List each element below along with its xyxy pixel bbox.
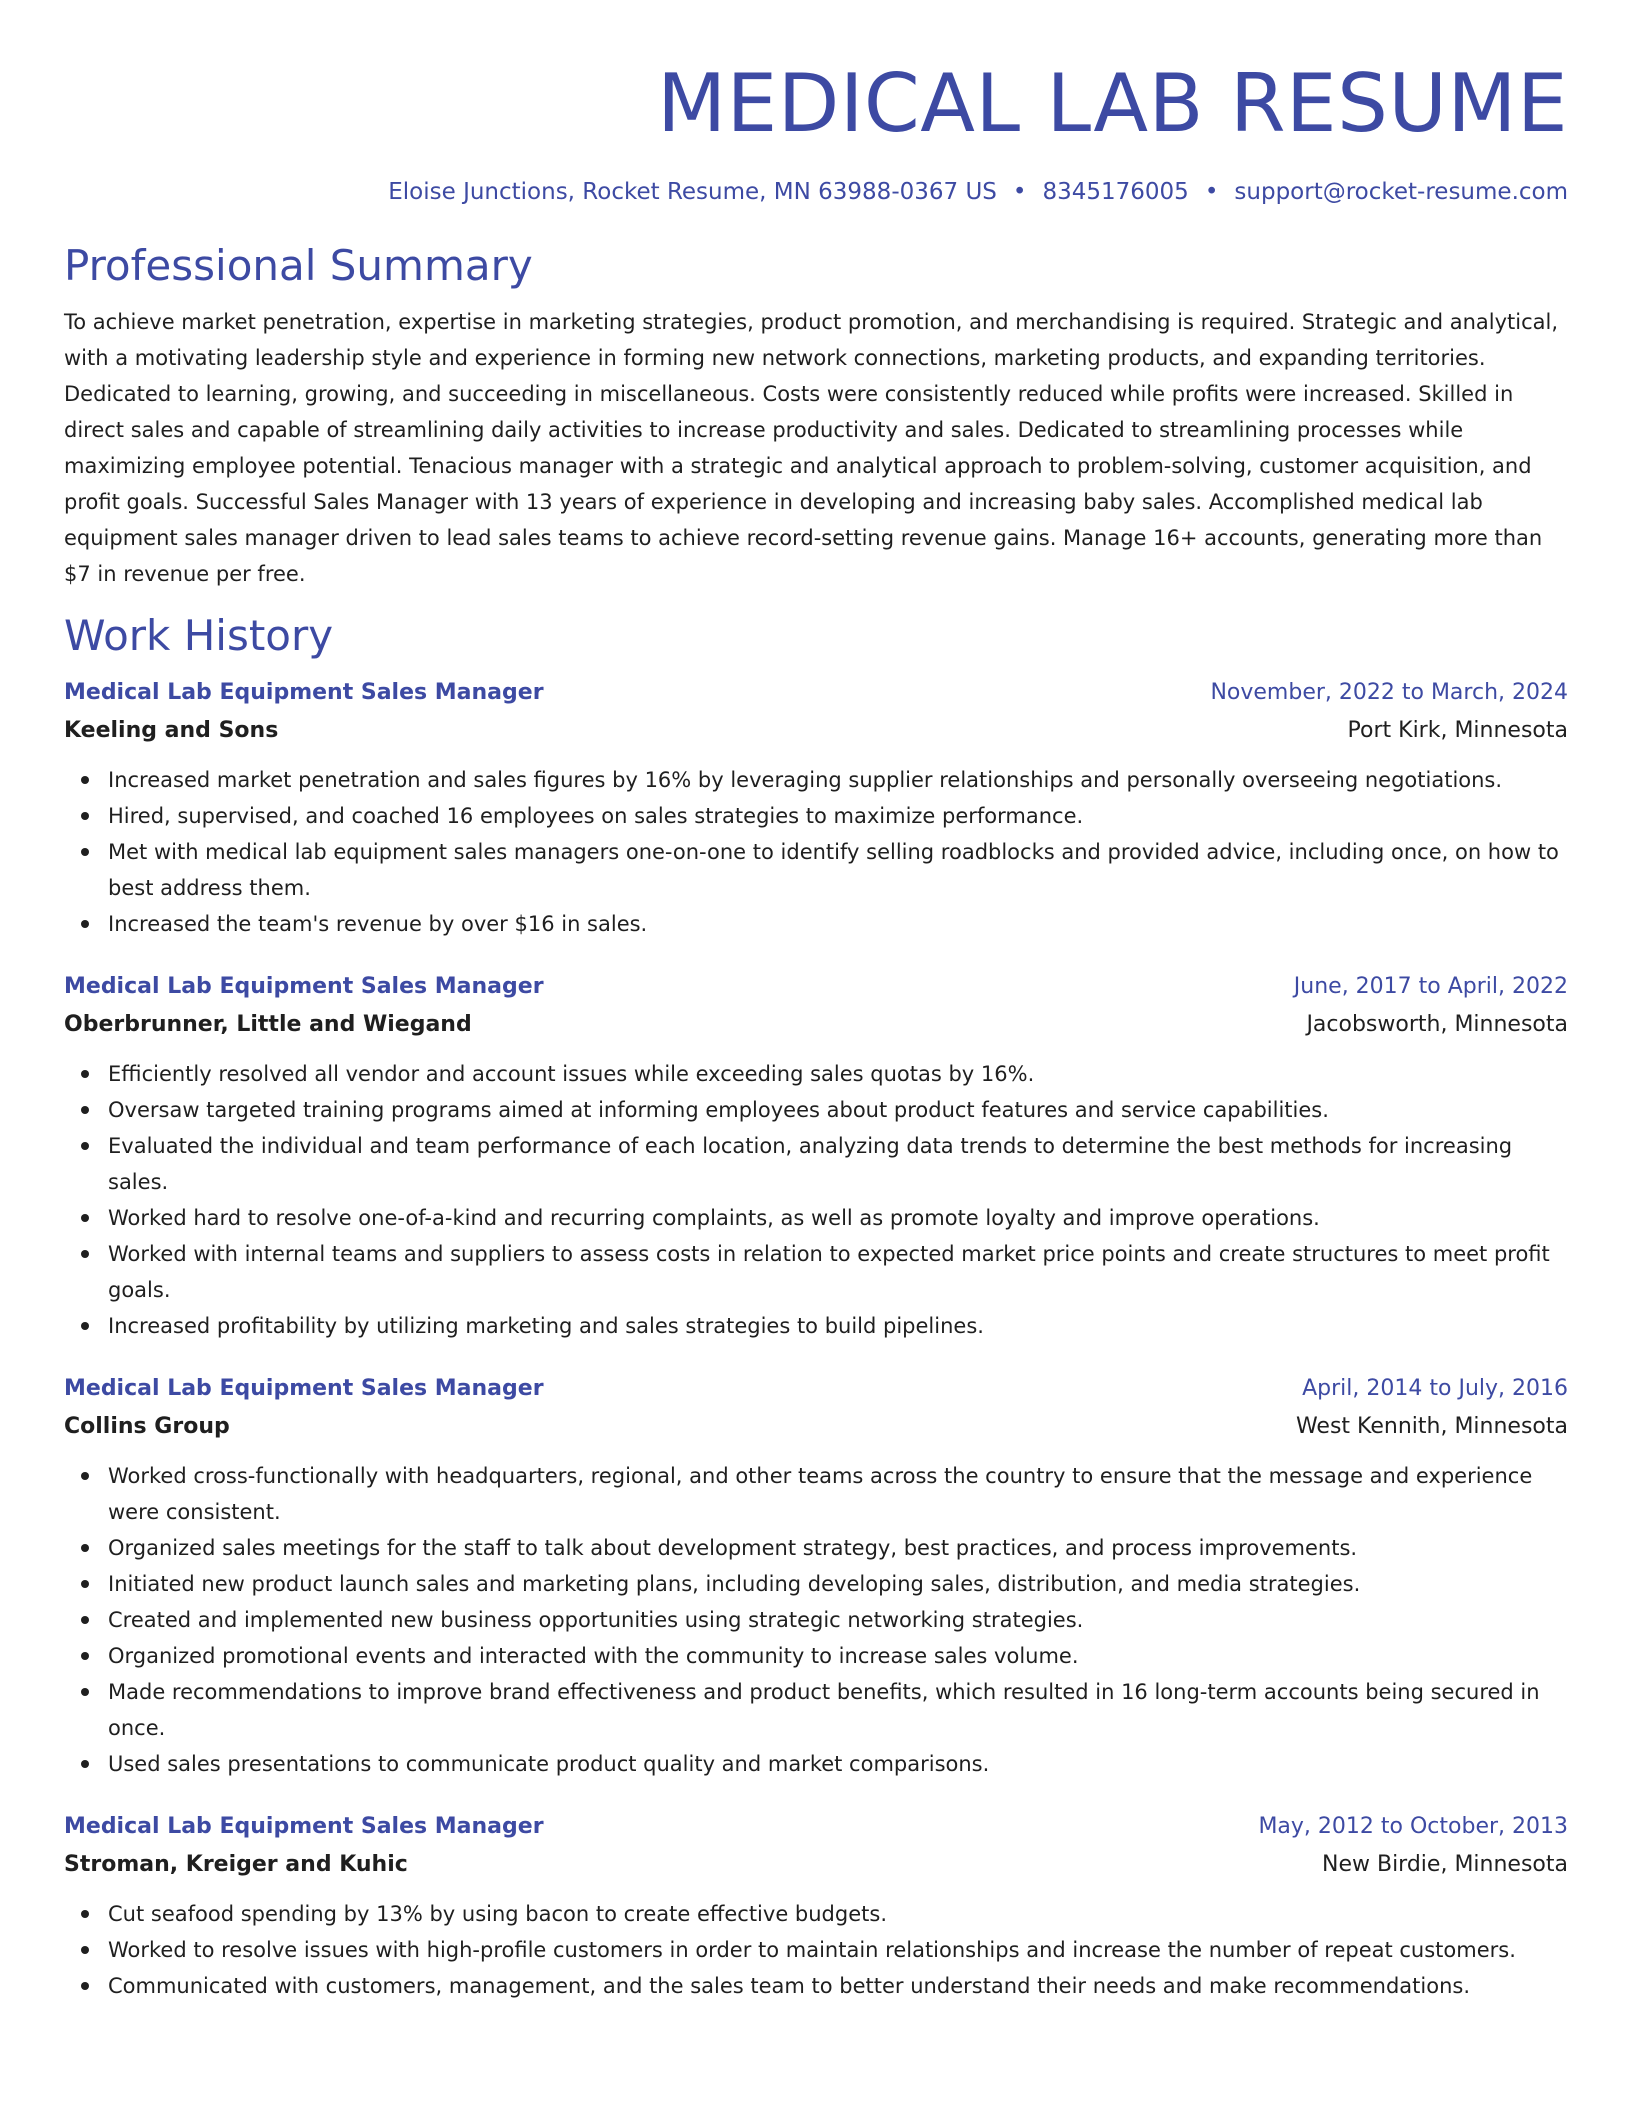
job-dates: November, 2022 to March, 2024 <box>1210 680 1568 705</box>
job-bullet: Made recommendations to improve brand effectiveness and product benefits, which resulted in 16 long-term accounts being secured in once. <box>64 1674 1568 1746</box>
summary-text: To achieve market penetration, expertise in marketing strategies, product promotion, and merchandising is required. Strategic and analytical, with a motivating leadership style and experience in forming new network connections, marketing products, and expanding territories. Dedicated to learning, growing, and succeeding in miscellaneous. Costs were consistently reduced while profits were increased. Skilled in direct sales and capable of streamlining daily activities to increase productivity and sales. Dedicated to streamlining processes while maximizing employee potential. Tenacious manager with a strategic and analytical approach to problem-solving, customer acquisition, and profit goals. Successful Sales Manager with 13 years of experience in developing and increasing baby sales. Accomplished medical lab equipment sales manager driven to lead sales teams to achieve record-setting revenue gains. Manage 16+ accounts, generating more than $7 in revenue per free. <box>64 310 1559 586</box>
job-bullet: Worked hard to resolve one-of-a-kind and recurring complaints, as well as promote loyalty and improve operations. <box>64 1200 1568 1236</box>
job-bullet: Increased market penetration and sales figures by 16% by leveraging supplier relationships and personally overseeing negotiations. <box>64 762 1568 798</box>
job-header-row <box>64 1808 1568 1846</box>
job-header-row <box>64 674 1568 712</box>
job-entry <box>64 968 1568 1344</box>
job-bullets <box>64 1458 1568 1782</box>
contact-separator: • <box>1012 179 1027 205</box>
job-header-row <box>64 1370 1568 1408</box>
work-history-heading: Work History <box>64 611 334 660</box>
resume-page <box>64 0 1568 2004</box>
job-company-row <box>64 1408 1568 1446</box>
job-dates: June, 2017 to April, 2022 <box>1293 974 1568 999</box>
job-entry <box>64 674 1568 942</box>
summary-heading: Professional Summary <box>64 241 533 290</box>
job-location: West Kennith, Minnesota <box>1295 1414 1568 1439</box>
job-company: Oberbrunner, Little and Wiegand <box>64 1012 472 1037</box>
job-bullet: Worked to resolve issues with high-profile customers in order to maintain relationships and increase the number of repeat customers. <box>64 1932 1568 1968</box>
job-location: New Birdie, Minnesota <box>1322 1852 1568 1877</box>
contact-phone: 8345176005 <box>1042 179 1189 205</box>
job-company: Keeling and Sons <box>64 718 279 743</box>
job-company-row <box>64 1846 1568 1884</box>
job-entry <box>64 1370 1568 1782</box>
job-bullets <box>64 1896 1568 2004</box>
job-bullet: Hired, supervised, and coached 16 employees on sales strategies to maximize performance. <box>64 798 1568 834</box>
job-location: Jacobsworth, Minnesota <box>1306 1012 1568 1037</box>
job-bullet: Used sales presentations to communicate product quality and market comparisons. <box>64 1746 1568 1782</box>
contact-address: Eloise Junctions, Rocket Resume, MN 63988-0367 US <box>388 179 997 205</box>
resume-name: MEDICAL LAB RESUME <box>657 57 1568 150</box>
job-bullet: Oversaw targeted training programs aimed at informing employees about product features and service capabilities. <box>64 1092 1568 1128</box>
job-bullet: Worked cross-functionally with headquarters, regional, and other teams across the country to ensure that the message and experience were consistent. <box>64 1458 1568 1530</box>
contact-email[interactable]: support@rocket-resume.com <box>1234 179 1568 205</box>
job-location: Port Kirk, Minnesota <box>1347 718 1568 743</box>
job-company-row <box>64 712 1568 750</box>
job-bullet: Initiated new product launch sales and marketing plans, including developing sales, distribution, and media strategies. <box>64 1566 1568 1602</box>
job-company: Stroman, Kreiger and Kuhic <box>64 1852 408 1877</box>
job-title: Medical Lab Equipment Sales Manager <box>64 974 544 999</box>
job-bullets <box>64 762 1568 942</box>
job-bullet: Created and implemented new business opportunities using strategic networking strategies. <box>64 1602 1568 1638</box>
job-company-row <box>64 1006 1568 1044</box>
job-title: Medical Lab Equipment Sales Manager <box>64 1376 544 1401</box>
job-bullet: Met with medical lab equipment sales managers one-on-one to identify selling roadblocks and provided advice, including once, on how to best address them. <box>64 834 1568 906</box>
job-bullet: Increased profitability by utilizing marketing and sales strategies to build pipelines. <box>64 1308 1568 1344</box>
job-entry <box>64 1808 1568 2004</box>
job-bullet: Efficiently resolved all vendor and account issues while exceeding sales quotas by 16%. <box>64 1056 1568 1092</box>
job-title: Medical Lab Equipment Sales Manager <box>64 680 544 705</box>
job-bullet: Cut seafood spending by 13% by using bacon to create effective budgets. <box>64 1896 1568 1932</box>
job-dates: May, 2012 to October, 2013 <box>1258 1814 1568 1839</box>
job-bullet: Evaluated the individual and team performance of each location, analyzing data trends to determine the best methods for increasing sales. <box>64 1128 1568 1200</box>
job-bullet: Organized sales meetings for the staff to talk about development strategy, best practices, and process improvements. <box>64 1530 1568 1566</box>
job-company: Collins Group <box>64 1414 230 1439</box>
job-dates: April, 2014 to July, 2016 <box>1302 1376 1568 1401</box>
job-bullet: Communicated with customers, management, and the sales team to better understand their needs and make recommendations. <box>64 1968 1568 2004</box>
job-bullet: Organized promotional events and interacted with the community to increase sales volume. <box>64 1638 1568 1674</box>
job-bullets <box>64 1056 1568 1344</box>
contact-line <box>64 176 1568 208</box>
contact-separator: • <box>1204 179 1219 205</box>
job-title: Medical Lab Equipment Sales Manager <box>64 1814 544 1839</box>
job-bullet: Worked with internal teams and suppliers to assess costs in relation to expected market price points and create structures to meet profit goals. <box>64 1236 1568 1308</box>
job-bullet: Increased the team's revenue by over $16 in sales. <box>64 906 1568 942</box>
job-header-row <box>64 968 1568 1006</box>
